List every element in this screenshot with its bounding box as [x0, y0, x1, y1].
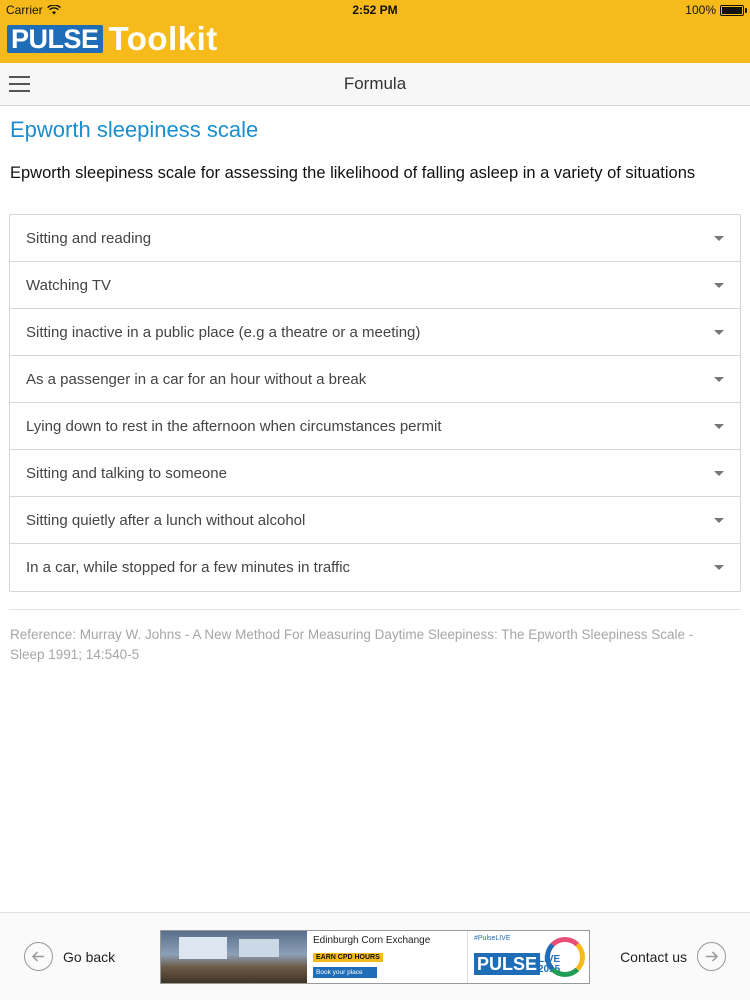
- question-label: Sitting and talking to someone: [26, 465, 227, 482]
- carrier-label: Carrier: [6, 3, 43, 17]
- go-back-button[interactable]: [24, 942, 115, 971]
- question-dropdown[interactable]: [10, 450, 740, 497]
- question-dropdown[interactable]: [10, 544, 740, 591]
- back-arrow-icon: [24, 942, 53, 971]
- forward-arrow-icon: [697, 942, 726, 971]
- contact-us-label: Contact us: [620, 948, 687, 965]
- brand-logo: [7, 20, 218, 57]
- question-dropdown[interactable]: [10, 497, 740, 544]
- rainbow-ring-icon: [545, 937, 585, 977]
- bottom-bar: [0, 912, 750, 1000]
- battery-percent: 100%: [685, 3, 716, 17]
- contact-us-button[interactable]: [620, 942, 726, 971]
- advert-live-word: LIVE: [538, 954, 561, 965]
- question-label: Sitting and reading: [26, 230, 152, 247]
- brand-pulse: PULSE: [7, 25, 103, 53]
- chevron-down-icon: [714, 471, 724, 476]
- chevron-down-icon: [714, 377, 724, 382]
- advert-cpd: EARN CPD HOURS: [313, 953, 383, 962]
- question-label: As a passenger in a car for an hour without a break: [26, 371, 367, 388]
- advert-book-button[interactable]: Book your place: [313, 967, 377, 978]
- question-label: Watching TV: [26, 277, 112, 294]
- advert-pulse-logo: PULSE: [474, 953, 540, 975]
- advert-details: [307, 931, 467, 983]
- chevron-down-icon: [714, 236, 724, 241]
- advert-year: 2015: [538, 964, 561, 975]
- battery-icon: [720, 5, 744, 16]
- question-list: [9, 214, 741, 592]
- chevron-down-icon: [714, 565, 724, 570]
- status-time: 2:52 PM: [352, 3, 398, 17]
- chevron-down-icon: [714, 283, 724, 288]
- page-title: Epworth sleepiness scale: [10, 117, 259, 142]
- question-dropdown[interactable]: [10, 215, 740, 262]
- question-dropdown[interactable]: [10, 356, 740, 403]
- advert-photo: [161, 931, 307, 983]
- navigation-bar: [0, 63, 750, 106]
- question-label: Sitting inactive in a public place (e.g a theatre or a meeting): [26, 324, 421, 341]
- app-header: [0, 0, 750, 63]
- status-bar: [0, 0, 750, 20]
- question-dropdown[interactable]: [10, 403, 740, 450]
- advert-logo-area: [467, 931, 589, 983]
- chevron-down-icon: [714, 330, 724, 335]
- question-dropdown[interactable]: [10, 262, 740, 309]
- go-back-label: Go back: [63, 948, 116, 965]
- chevron-down-icon: [714, 518, 724, 523]
- divider: [9, 609, 741, 610]
- question-label: In a car, while stopped for a few minutes in traffic: [26, 559, 351, 576]
- question-label: Sitting quietly after a lunch without alcohol: [26, 512, 306, 529]
- question-label: Lying down to rest in the afternoon when circumstances permit: [26, 418, 442, 435]
- reference-text: Reference: Murray W. Johns - A New Method For Measuring Daytime Sleepiness: The Epworth Sleepiness Scale - Sleep 1991; 14:540-5: [10, 627, 694, 662]
- advert-banner[interactable]: [160, 930, 590, 984]
- question-dropdown[interactable]: [10, 309, 740, 356]
- nav-title: Formula: [343, 74, 407, 93]
- advert-venue: Edinburgh Corn Exchange: [313, 935, 431, 946]
- brand-toolkit: Toolkit: [108, 20, 218, 57]
- battery-group: [685, 3, 744, 17]
- page-subtitle: Epworth sleepiness scale for assessing the likelihood of falling asleep in a variety of situations: [10, 164, 696, 182]
- advert-hashtag: #PulseLIVE: [474, 935, 511, 942]
- chevron-down-icon: [714, 424, 724, 429]
